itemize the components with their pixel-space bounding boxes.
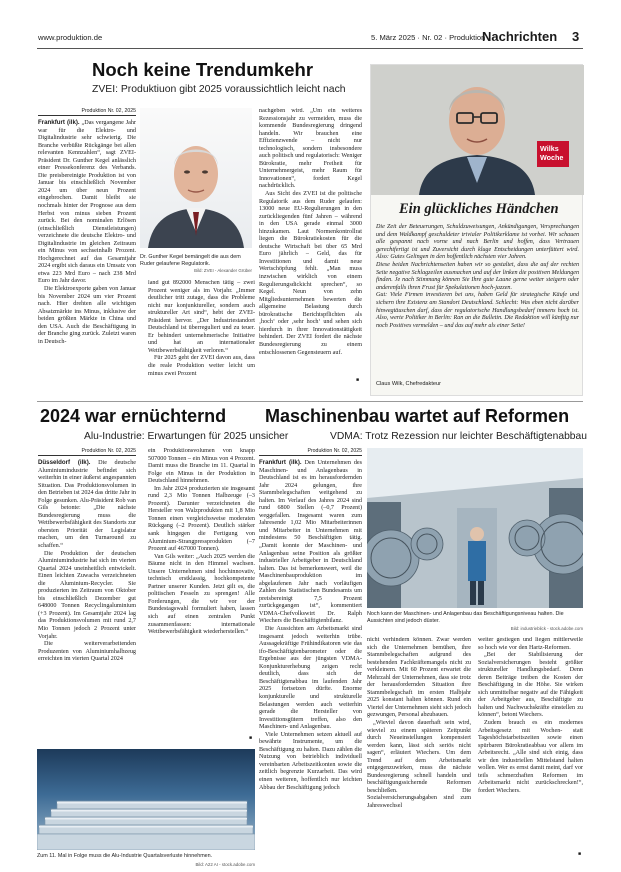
image-credit: Bild: A22 AI - stock.adobe.com <box>195 862 255 867</box>
body-paragraph: nicht verhindern können. Zwar werden sich die Unternehmen bemühen, ihre Stammbelegschaften aufgrund des bestehenden Fachkräftemangels nicht zu verkleinern. Mit 60 Prozent erwartet die Mehrzahl der Unternehmen, dass sie trotz der herausfordernden Situation ihre Stammbelegschaft im ersten Halbjahr 2025 konstant halten können. Rund ein Viertel der Unternehmen sieht sich jedoch gezwungen, Personal abzubauen. <box>367 637 471 719</box>
dateline: Frankfurt (ilk). <box>259 459 302 466</box>
body-text: Die deutsche Aluminiumindustrie befindet sich weiterhin in einer äußerst angespannten Situation. Das Produktionsvolumen in den Betrieben ist 2024 das dritte Jahr in Folge gesunken. Alu-Präsident Rob van Gils betonte: „Die nächste Bundesregierung muss die Wettbewerbsfähigkeit des Standorts zur obersten Priorität der Legislatur machen, um den Turnaround zu schaffen.“ <box>38 460 136 550</box>
article-title-zvei: Noch keine Trendumkehr <box>92 59 314 80</box>
commentary-signature: Claus Wilk, Chefredakteur <box>376 381 441 387</box>
site-url[interactable]: www.produktion.de <box>38 33 103 42</box>
article-column <box>259 459 362 863</box>
article-title-alu: 2024 war ernüchternd <box>40 406 227 426</box>
commentary-paragraph: Gut: Viele Firmen investieren bei uns, haben Geld für strategische Käufe und sichern ihre Existenz am Standort Deutschland. Schlecht: Was eben nicht darüber hinwegtäuschen darf, dass der regulatorische Handlungsbedarf immens hoch ist. Also, werte Politiker in Berlin: Ran an die Bulletin. Die Redaktion will künftig nur noch Positives vermelden – und das auf mehr als einer Seite! <box>376 292 579 329</box>
body-paragraph: Die Produktion der deutschen Aluminiumindustrie hat sich im vierten Quartal 2024 uneinheitlich entwickelt. Einen leichten Zuwachs verzeichneten die Aluminium-Recycler. Sie produzierten im Zeitraum von Oktober bis einschließlich Dezember gut 648000 Tonnen Recyclingaluminium (+3 Prozent). Im Gesamtjahr 2024 lag das Produktionsvolumen mit rund 2,7 Mio Tonnen jedoch 2 Prozent unter Vorjahr. <box>38 550 136 640</box>
issue-info: 5. März 2025 · Nr. 02 · Produktion <box>371 33 486 42</box>
dateline: Düsseldorf (ilk). <box>38 459 91 466</box>
end-mark: ■ <box>249 736 253 741</box>
article-column <box>148 280 255 392</box>
article-column <box>38 119 136 392</box>
commentary-text <box>376 224 579 330</box>
body-paragraph: weiter gestiegen und liegen mittlerweile so hoch wie vor den Hartz-Reformen. <box>478 637 583 651</box>
column-badge <box>537 141 569 167</box>
article-column <box>367 637 471 863</box>
badge-line: Wilks <box>540 144 559 153</box>
article-column <box>38 459 136 742</box>
body-paragraph: Aus Sicht des ZVEI ist die politische Regulatorik aus dem Ruder gelaufen: 13000 neue EU-Regulierungen in den zurückliegenden fünf Jahren – während in den USA gerade einmal 3000 hinzukamen. Laut Normenkontrollrat liegen die Bürokratiekosten für die deutsche Wirtschaft bei über 65 Mrd Euro jährlich – Geld, das für Investitionen und damit neue Wertschöpfung fehlt. „Man muss inzwischen wirklich von einem Regulierungsdickicht sprechen“, so Kegel. Neun von zehn Mitgliedsunternehmen bewerten die allgemeine Belastung durch bürokratische Berichtspflichten als ‚hoch‘ oder ‚sehr hoch‘ und sehen sich hierdurch in ihrer Innovationstätigkeit behindert. Der ZVEI fordert die nächste Bundesregierung zu einem entschlossenen Gegensteuern auf. <box>259 191 362 356</box>
issue-tag: Produktion Nr. 02, 2025 <box>38 448 136 456</box>
end-mark: ■ <box>578 852 582 857</box>
section-divider <box>37 401 583 402</box>
commentary-box <box>370 64 583 396</box>
body-paragraph: Van Gils weiter: „Auch 2025 werden die Bäume nicht in den Himmel wachsen. Unsere Unternehmen sind hochinnovativ, technisch erstklassig, hochkompetente Partner unserer Kunden. Jetzt gilt es, die politischen Fesseln zu sprengen! Alle Forderungen, die wir vor der Bundestagswahl formuliert haben, lassen sich auf einen zentralen Punkt zusammenfassen: internationale Wettbewerbsfähigkeit wiederherstellen.“ <box>148 553 255 636</box>
commentary-paragraph: Diese beiden Nachrichtenseiten haben wir so gestaltet, dass die auf der rechten Seite negative Schlagzeilen ausmachen und auf der linken die positiven Meldungen finden. Je nach Stimmung können Sie Ihre gute Laune gerne weiter steigern oder anderenfalls ihren Frust für Spekulationen hoch-jazzen. <box>376 261 579 291</box>
dateline: Frankfurt (ilk). <box>38 119 80 126</box>
section-title: Nachrichten <box>482 29 558 44</box>
article-column <box>259 108 362 393</box>
image-caption: Noch kann der Maschinen- und Anlagenbau das Beschäftigungsniveau halten. Die Aussichten sind jedoch düster. <box>367 611 564 624</box>
commentary-paragraph: Die Zeit der Beteuerungen, Schuldzuweisungen, Ankündigungen, Versprechungen und dem Waldkampf geschuldeter trivialer Politikerklame ist vorbei. Wir schauen alle gespannt nach vorne und nach Berlin und hoffen, dass Vertrauen gerechtfertigt ist und Zuversicht durch kluge Entscheidungen unterfüttert wird. Also: Gutes Gelingen in den hoffentlich nächsten vier Jahren. <box>376 224 579 261</box>
article-column <box>148 448 255 743</box>
body-paragraph: „Wieviel davon dauerhaft sein wird, wieviel zu einem späteren Zeitpunkt durch Neueinstellungen kompensiert werden kann, lässt sich seriös nicht sagen“, erläutert Wiechers. Um dem Trend auf dem Arbeitsmarkt entgegenzuwirken, muss die nächste Bundesregierung schnell handeln und beschäftigungssichernde Reformen beschließen. Die Sozialversicherungsabgaben sind zum Jahreswechsel <box>367 720 471 810</box>
body-paragraph: Im Jahr 2024 produzierten sie insgesamt rund 2,3 Mio Tonnen Halbzeuge (–3 Prozent). Darunter verzeichneten die Hersteller von Walzprodukten mit 1,8 Mio Tonnen einen vergleichsweise moderaten Rückgang (–2 Prozent). Deutlich stärker sank hingegen die Fertigung von Aluminium-Strangpressprodukten (–7 Prozent auf 467000 Tonnen). <box>148 485 255 553</box>
image-credit: Bild: industrieblick - stock.adobe.com <box>510 626 583 631</box>
header-rule <box>37 48 583 49</box>
article-subtitle-vdma: VDMA: Trotz Rezession nur leichter Beschäftigtenabbau <box>330 431 587 442</box>
portrait-kegel <box>140 108 252 248</box>
commentary-title: Ein glückliches Händchen <box>399 201 559 217</box>
body-paragraph: Viele Unternehmen setzen aktuell auf bewährte Instrumente, um die Beschäftigung zu halten. Dazu zählen die Nutzung von betrieblich individuell vereinbarten Arbeitszeitkonten sowie die zeitlich begrenzte Kurzarbeit. Das wird einen weiteren, hoffentlich nur leichten Abbau der Beschäftigung jedoch <box>259 731 362 791</box>
body-paragraph: Die weiterverarbeitenden Produzenten von Aluminiumhalbzeug erreichten im vierten Quartal 2024 <box>38 641 136 663</box>
article-subtitle-zvei: ZVEI: Produktiuon gibt 2025 voraussichtlich leicht nach <box>92 84 346 95</box>
body-paragraph: land gut 892000 Menschen tätig – zwei Prozent weniger als im Vorjahr. „Immer deutlicher tritt zutage, dass die Probleme nicht nur konjunktureller, sondern auch struktureller Art sind“, hebt der ZVEI-Präsident hervor. „Der Industriestandort Deutschland ist überreguliert und zu teuer. Er behindert unternehmerische Initiative und hat an internationaler Wettbewerbsfähigkeit verloren.“ <box>148 280 255 354</box>
end-mark: ■ <box>356 378 360 383</box>
body-paragraph: nachgeben wird. „Um ein weiteres Rezessionsjahr zu vermeiden, muss die kommende Bundesregierung dringend handeln. Wir brauchen eine Effizienzwende – nicht nur technologisch, sondern insbesondere auch politisch und regulatorisch: Weniger Bürokratie, mehr Freiheit für Unternehmergeist, mehr Raum für Innovationen“, fordert Kegel nachdrücklich. <box>259 108 362 190</box>
factory-photo <box>367 448 583 608</box>
body-text: „Das vergangene Jahr war für die Elektro- und Digitalindustrie sehr schwierig. Die Branche verbüßte Rückgänge bei allen relevanten Kennzahlen“, sagt ZVEI-Präsident Dr. Gunther Kegel anlässlich einer Pressekonferenz des Verbands. Die preisbereinigte Produktion ist von Januar bis einschließlich November 2024 um über neun Prozent eingebrochen. Damit bleibt sie nochmals hinter der Prognose aus dem Herbst von minus sieben Prozent zurück. Bei den nominalen Erlösen (einschließlich Dienstleistungen) verzeichnete die deutsche Elektro- und Digitalindustrie im gleichen Zeitraum ein Minus von sechseinhalb Prozent. Hochgerechnet auf das Gesamtjahr 2024 ergibt sich daraus ein Umsatz von etwa 223 Mrd Euro – nach 238 Mrd Euro im Jahr davor. <box>38 120 136 285</box>
body-paragraph: Für 2025 geht der ZVEI davon aus, dass die reale Produktion weiter leicht um minus zwei Prozent <box>148 355 255 377</box>
portrait-wilk <box>371 65 584 195</box>
body-paragraph: ein Produktionsvolumen von knapp 507000 Tonnen – ein Minus von 4 Prozent. Damit muss die Branche im 11. Quartal in Folge ein Minus in der Produktion in Deutschland hinnehmen. <box>148 448 255 485</box>
page-number: 3 <box>572 29 580 44</box>
issue-tag: Produktion Nr. 02, 2025 <box>259 448 362 456</box>
article-subtitle-alu: Alu-Industrie: Erwartungen für 2025 unsicher <box>84 431 289 442</box>
aluminium-bars-photo <box>37 749 255 850</box>
body-paragraph: Die Elektroexporte gaben von Januar bis November 2024 um vier Prozent nach. Hier drehten alle wichtigen Absatzmärkte ins Minus, inklusive der beiden größten Märkte in China und den USA. Auch die Beschäftigung in der Branche ging zurück. Zuletzt waren in Deutsch- <box>38 286 136 345</box>
body-text: Den Unternehmen des Maschinen- und Anlagenbaus in Deutschland ist es im herausfordernden Jahr 2024 gelungen, ihre Stammbelegschaften weitgehend zu halten. Im Verlauf des Jahres 2024 sind rund 6800 Stellen (–0,7 Prozent) weggefallen. Insgesamt waren zum Jahresende 1,02 Mio Mitarbeiterinnen und Mitarbeiter in Unternehmen mit mindestens 50 Beschäftigten tätig. „Damit konnte der Maschinen- und Anlagenbau seine Position als größter industrieller Arbeitgeber in Deutschland halten. Das ist bemerkenswert, weil die Maschinenbauproduktion im abgelaufenen Jahr nach vorläufigen Zahlen des Statistischen Bundesamts um preisbereinigt 7,5 Prozent zurückgegangen ist“, kommentiert VDMA-Chefvolkswirt Dr. Ralph Wiechers die Beschäftigtenbilanz. <box>259 460 362 625</box>
article-column <box>478 637 583 863</box>
body-paragraph: „Bei der Stabilisierung der Sozialversicherungen besteht größter struktureller Handlungsbedarf. Denn deren Beiträge treiben die Kosten der Beschäftigung in die Höhe. Sie wirken sich unmittelbar negativ auf die Fähigkeit der Arbeitgeber aus, Beschäftigte zu halten und Nachwuchskräfte einstellen zu können“, betont Wiechers. <box>478 652 583 719</box>
image-credit: Bild: ZVEI - Alexander Grüber <box>194 268 252 273</box>
image-caption: Dr. Gunther Kegel bemängelt die aus dem Ruder gelaufene Regulatorik. <box>140 254 241 267</box>
body-paragraph: Die Aussichten am Arbeitsmarkt sind insgesamt jedoch weiterhin trübe. Aussagekräftige Frühindikatoren wie das ifo-Beschäftigtenbarometer oder die Ergebnisse aus der jüngsten VDMA-Konjunkturerhebung zeigen recht deutlich, dass sich der Beschäftigtenabbau im laufenden Jahr 2025 fortsetzen dürfte. Enorme konjunkturelle und strukturelle Belastungen werden auch weiterhin gerade die Hersteller von Investitionsgütern treffen, also den Maschinen- und Anlagenbau. <box>259 626 362 731</box>
issue-tag: Produktion Nr. 02, 2025 <box>38 108 136 116</box>
badge-line: Woche <box>540 152 564 162</box>
image-caption: Zum 11. Mal in Folge muss die Alu-Industrie Quartalsverluste hinnehmen. <box>37 853 213 859</box>
article-title-vdma: Maschinenbau wartet auf Reformen <box>265 406 570 426</box>
body-paragraph: Zudem brauch es ein modernes Arbeitsgesetz mit Wochen- statt Tageshöchstarbeitszeiten sowie einen spürbaren Bürokratieabbau vor allem im Arbeitsrecht. „Alle sind sich einig, dass wir den industriellen Mittelstand halten wollen. Wer es ernst damit meint, darf vor teils schmerzhaften Reformen im Arbeitsmarkt nicht zurückschrecken!“, fordert Wiechers. <box>478 720 583 794</box>
